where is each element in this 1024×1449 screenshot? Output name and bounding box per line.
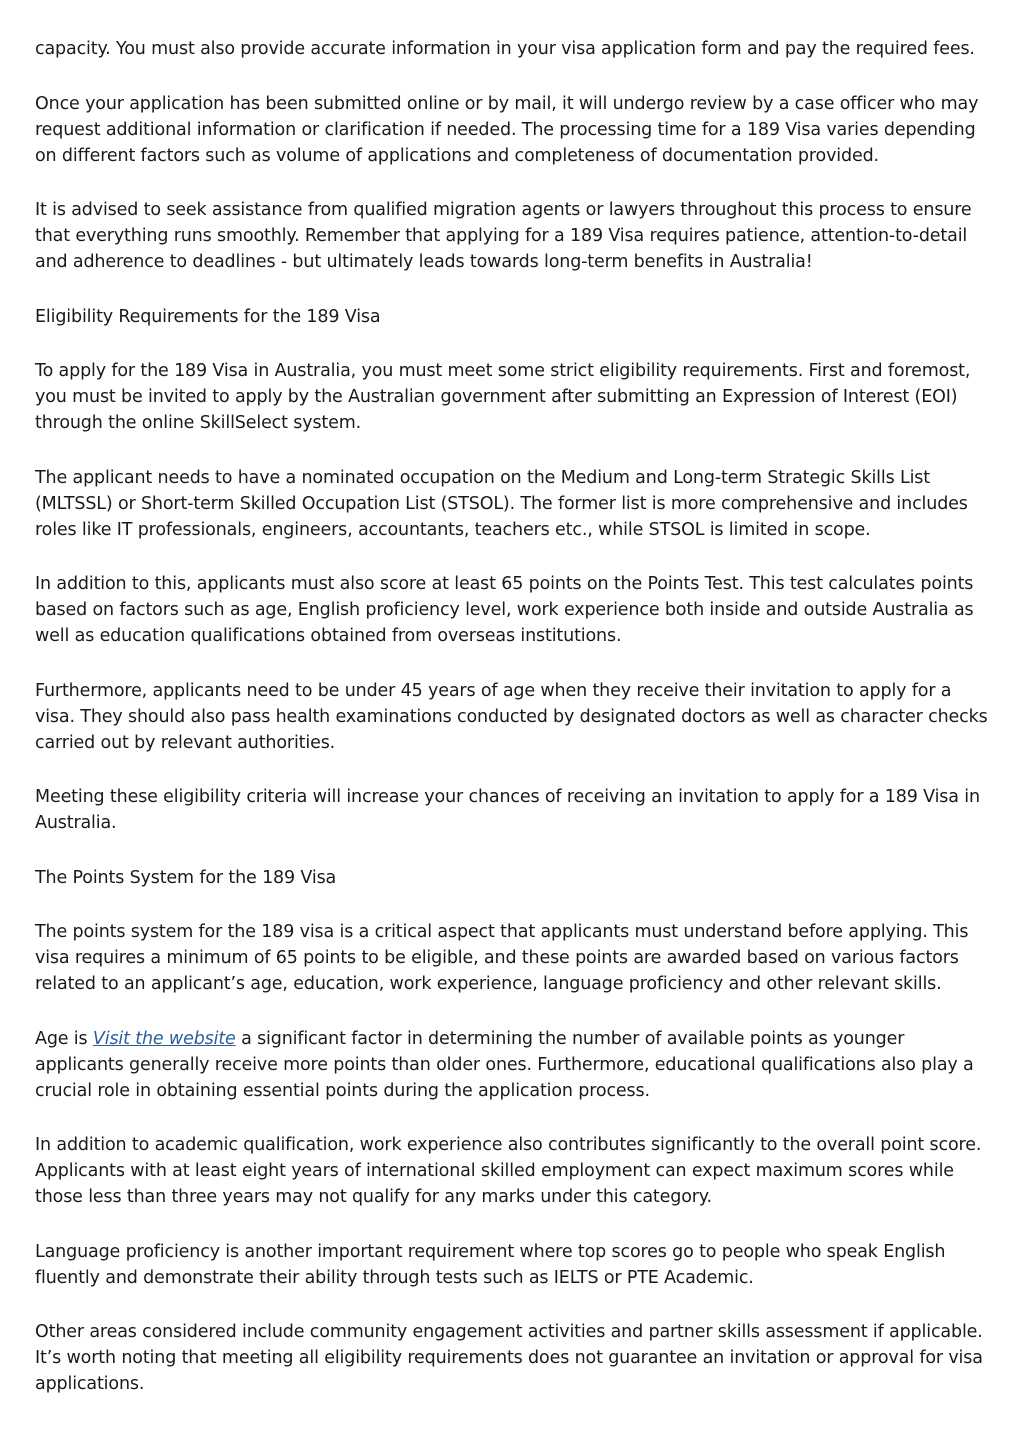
paragraph-occupation-list: The applicant needs to have a nominated occupation on the Medium and Long-term Strategic Skills List (MLTSSL) or Short-term Skilled Occupation List (STSOL). The former list is more comprehensive and includes roles like IT professionals, engineers, accountants, teachers etc., while STSOL is limited in scope. [35, 467, 968, 540]
paragraph-points-test: In addition to this, applicants must also score at least 65 points on the Points Test. This test calculates points based on factors such as age, English proficiency level, work experience both inside and outside Australia as well as education qualifications obtained from overseas institutions. [35, 574, 974, 646]
paragraph-age-health: Furthermore, applicants need to be under 45 years of age when they receive their invitation to apply for a visa. They should also pass health examinations conducted by designated doctors as well as character checks carried out by relevant authorities. [35, 680, 988, 753]
visit-website-link[interactable]: Visit the website [92, 1028, 236, 1049]
paragraph-review: Once your application has been submitted online or by mail, it will undergo review by a case officer who may request additional information or clarification if needed. The processing time for a 189 Visa varies depending on different factors such as volume of applications and completeness of documentation provided. [35, 93, 979, 166]
paragraph-fees: capacity. You must also provide accurate information in your visa application form and pay the required fees. [35, 39, 975, 59]
document-page [35, 36, 995, 1397]
paragraph-age-factor [35, 1026, 995, 1104]
age-text-before: Age is [35, 1028, 93, 1049]
section-heading-points-system: The Points System for the 189 Visa [35, 867, 337, 888]
paragraph-assistance: It is advised to seek assistance from qualified migration agents or lawyers throughout this process to ensure that everything runs smoothly. Remember that applying for a 189 Visa requires patience, attention-to-detail and adherence to deadlines - but ultimately leads towards long-term benefits in Australia! [35, 200, 972, 272]
paragraph-points-overview: The points system for the 189 visa is a critical aspect that applicants must understand before applying. This visa requires a minimum of 65 points to be eligible, and these points are awarded based on various factors related to an applicant’s age, education, work experience, language proficiency and other relevant skills. [35, 922, 969, 994]
age-text-after: a significant factor in determining the number of available points as younger applicants generally receive more points than older ones. Furthermore, educational qualifications also play a crucial role in obtaining essential points during the application process. [35, 1028, 974, 1101]
paragraph-eligibility-invite: To apply for the 189 Visa in Australia, you must meet some strict eligibility requirements. First and foremost, you must be invited to apply by the Australian government after submitting an Expression of Interest (EOI) through the online SkillSelect system. [35, 361, 971, 433]
paragraph-criteria-summary: Meeting these eligibility criteria will increase your chances of receiving an invitation to apply for a 189 Visa in Australia. [35, 787, 980, 833]
paragraph-language: Language proficiency is another important requirement where top scores go to people who speak English fluently and demonstrate their ability through tests such as IELTS or PTE Academic. [35, 1241, 946, 1288]
paragraph-work-experience: In addition to academic qualification, work experience also contributes significantly to the overall point score. Applicants with at least eight years of international skilled employment can expect maximum scores while those less than three years may not qualify for any marks under this category. [35, 1135, 982, 1207]
paragraph-other-areas: Other areas considered include community engagement activities and partner skills assessment if applicable. It’s worth noting that meeting all eligibility requirements does not guarantee an invitation or approval for visa applications. [35, 1322, 983, 1394]
section-heading-eligibility: Eligibility Requirements for the 189 Visa [35, 306, 381, 327]
